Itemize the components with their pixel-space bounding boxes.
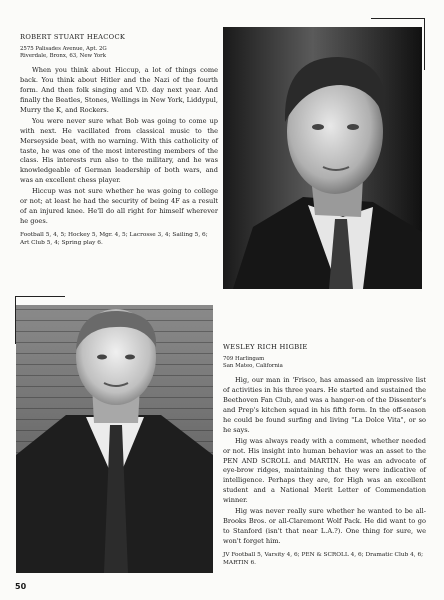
portrait-illustration	[16, 305, 213, 573]
student-address	[223, 356, 426, 370]
address-line: 2575 Palisades Avenue, Apt. 2G	[20, 45, 107, 52]
frame-corner-bottom-left-rule	[15, 296, 65, 297]
biography-paragraph: Hig was never really sure whether he wanted to be all-Brooks Bros. or all-Claremont Wolf Pack. He did want to go to Stanford (isn't that near L.A.?). One thing for sure, we won't forget him.	[223, 507, 426, 545]
activities-list: JV Football 5, Varsity 4, 6; PEN & SCROLL 4, 6; Dramatic Club 4, 6; MARTIN 6.	[223, 551, 424, 567]
biography-paragraph: Hig was always ready with a comment, whether needed or not. His insight into human behavior was an asset to the PEN AND SCROLL and MARTIN. He was an advocate of eye-brow ridges, maintaining that they were indicative of intelligence. Perhaps they are, for High was an excellent student and a National Merit Letter of Commendation winner.	[223, 436, 426, 505]
portrait-photo-heacock	[223, 27, 422, 289]
biography-paragraph: Hiccup was not sure whether he was going to college or not; at least he had the security of being 4F as a result of an injured knee. He'll do all right for himself wherever he goes.	[20, 187, 218, 225]
activities-list: Football 5, 4, 5; Hockey 5, Mgr. 4, 5; Lacrosse 3, 4; Sailing 5, 6; Art Club 5, 4; Spring play 6.	[20, 231, 208, 247]
frame-corner-top-right	[424, 18, 425, 70]
address-line: 709 Harlingam	[223, 355, 265, 362]
address-line: Riverdale, Bronx, 63, New York	[20, 53, 107, 60]
biography-paragraph: You were never sure what Bob was going to come up with next. He vacillated from classical music to the Merseyside beat, with no warning. With this catholicity of taste, he was one of the most interesting members of the class. His interests run also to the military, and he was knowledgeable of German leadership of both wars, and was an excellent chess player.	[20, 116, 218, 185]
biography-paragraph: When you think about Hiccup, a lot of things come back. You think about Hitler and the Nazi of the fourth form. And then folk singing and V.D. day next year. And finally the Beatles, Stones, Wellings in New York, Liddypul, Murry the K, and Rockers.	[20, 66, 218, 114]
student-name: ROBERT STUART HEACOCK	[20, 33, 126, 41]
portrait-illustration	[223, 27, 422, 289]
frame-corner-top-right-rule	[371, 18, 424, 19]
student-address	[20, 46, 218, 60]
senior-entry-higbie	[223, 343, 426, 568]
biography-paragraph: Hig, our man in 'Frisco, has amassed an impressive list of activities in his three years. He started and sustained the Beethoven Fan Club, and was a hanger-on of the Dissenter's and Prep's kitchen squad in his fifth form. In the off-season he could be found surfing and living "La Dolce Vita", or so he says.	[223, 376, 426, 434]
senior-entry-heacock	[20, 33, 218, 248]
portrait-photo-higbie	[16, 305, 213, 573]
address-line: San Mateo, California	[223, 363, 283, 370]
page-number: 50	[15, 582, 27, 591]
student-name: WESLEY RICH HIGBIE	[223, 343, 308, 351]
